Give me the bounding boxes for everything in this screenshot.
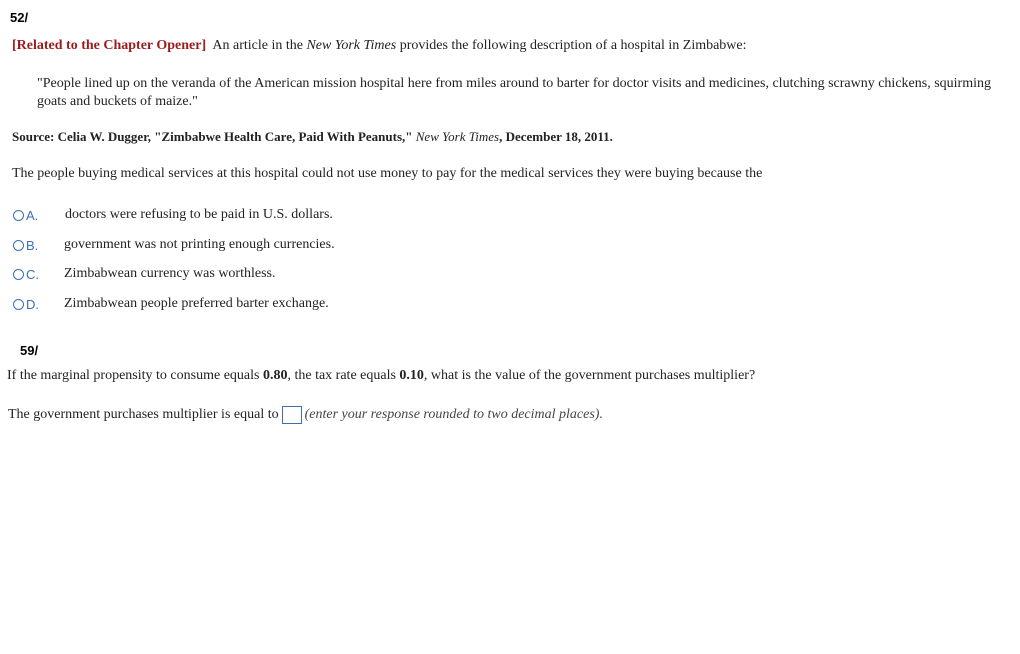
option-letter: D. [26, 296, 39, 312]
intro-source-name: New York Times [306, 38, 397, 53]
question-text-part2: , the tax rate equals [287, 368, 396, 383]
question-52-number: 52/ [10, 10, 29, 25]
source-citation [12, 129, 613, 145]
option-text: Zimbabwean people preferred barter exchange. [64, 296, 329, 311]
radio-button-icon[interactable] [13, 210, 24, 221]
source-date: , December 18, 2011. [499, 129, 613, 144]
question-52-text: The people buying medical services at this hospital could not use money to pay for the medical services they were buying because the [12, 166, 763, 181]
option-a[interactable] [13, 205, 333, 225]
option-text: Zimbabwean currency was worthless. [64, 266, 276, 281]
source-publication: New York Times [415, 129, 500, 144]
question-59-number: 59/ [20, 343, 39, 358]
answer-row [8, 406, 603, 424]
option-c[interactable] [13, 264, 275, 284]
multiplier-answer-input[interactable] [282, 406, 302, 424]
radio-button-icon[interactable] [13, 269, 24, 280]
question-text-part3: , what is the value of the government purchases multiplier? [423, 368, 756, 383]
option-d[interactable] [13, 294, 329, 314]
chapter-opener-tag: [Related to the Chapter Opener] [12, 38, 207, 53]
answer-hint: (enter your response rounded to two decimal places). [304, 407, 603, 422]
option-letter: A. [26, 207, 39, 223]
option-b[interactable] [13, 235, 335, 255]
option-letter: B. [26, 237, 39, 253]
question-text-part1: If the marginal propensity to consume equals [7, 368, 260, 383]
intro-text-after: provides the following description of a hospital in Zimbabwe: [399, 38, 747, 53]
tax-rate-value: 0.10 [399, 368, 424, 383]
article-quote: "People lined up on the veranda of the American mission hospital here from miles around to barter for doctor visits and medicines, clutching scrawny chickens, squirming goats and buckets of maize." [37, 76, 991, 109]
radio-button-icon[interactable] [13, 299, 24, 310]
intro-text-before: An article in the [212, 38, 303, 53]
question-59-text [7, 368, 755, 384]
radio-button-icon[interactable] [13, 240, 24, 251]
mpc-value: 0.80 [262, 368, 288, 383]
answer-label: The government purchases multiplier is equal to [8, 407, 279, 422]
source-text: Source: Celia W. Dugger, "Zimbabwe Health Care, Paid With Peanuts," [12, 129, 413, 144]
option-text: government was not printing enough currencies. [64, 237, 335, 252]
option-letter: C. [26, 266, 39, 282]
question-52-intro [12, 38, 747, 54]
option-text: doctors were refusing to be paid in U.S. dollars. [65, 207, 333, 222]
